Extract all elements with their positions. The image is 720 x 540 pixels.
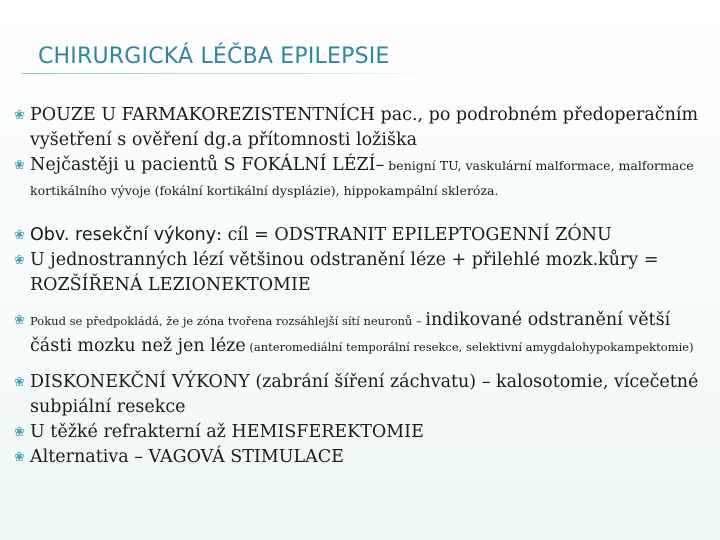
eye-bullet-icon: ❀ xyxy=(14,425,25,440)
bullet-8-text: Alternativa – VAGOVÁ STIMULACE xyxy=(30,447,344,467)
bullet-2-main: Nejčastěji u pacientů S FOKÁLNÍ LÉZÍ– xyxy=(30,155,385,175)
bullet-7 xyxy=(14,420,704,445)
bullet-3-rest: : cíl = ODSTRANIT EPILEPTOGENNÍ ZÓNU xyxy=(216,225,612,245)
eye-bullet-icon: ❀ xyxy=(14,253,25,268)
eye-bullet-icon: ❀ xyxy=(14,108,25,123)
slide-title: CHIRURGICKÁ LÉČBA EPILEPSIE xyxy=(38,44,390,69)
eye-bullet-icon: ❀ xyxy=(14,375,25,390)
title-underline xyxy=(22,73,442,74)
bullet-5-main: indikované odstranění větší části mozku než jen léze xyxy=(30,310,671,356)
bullet-list xyxy=(14,103,704,470)
eye-bullet-icon: ❀ xyxy=(14,313,25,328)
bullet-4-text: U jednostranných lézí většinou odstranění léze + přilehlé mozk.kůry = ROZŠÍŘENÁ LEZIONEKTOMIE xyxy=(30,250,659,295)
bullet-1-text: POUZE U FARMAKOREZISTENTNÍCH pac., po podrobném předoperačním vyšetření s ověření dg.a přítomnosti ložiška xyxy=(30,105,699,150)
bullet-2 xyxy=(14,153,704,203)
bullet-3-prefix: Obv. resekční výkony xyxy=(30,225,217,245)
bullet-8 xyxy=(14,445,704,470)
bullet-3 xyxy=(14,223,704,248)
bullet-5-small: Pokud se předpokládá, že je zóna tvořena rozsáhlejší sítí neuronů – xyxy=(30,314,426,328)
bullet-2-detail: benigní TU, vaskulární malformace, malformace kortikálního vývoje (fokální kortikální dysplázie), hippokampální skleróza. xyxy=(30,158,694,198)
bullet-4 xyxy=(14,248,704,298)
bullet-5-detail: (anteromediální temporální resekce, selektivní amygdalohypokampektomie) xyxy=(245,340,694,354)
bullet-1 xyxy=(14,103,704,153)
bullet-6-text: DISKONEKČNÍ VÝKONY (zabrání šíření záchvatu) – kalosotomie, vícečetné subpiální resekce xyxy=(30,372,699,417)
bullet-6 xyxy=(14,370,704,420)
bullet-5 xyxy=(14,308,704,360)
eye-bullet-icon: ❀ xyxy=(14,158,25,173)
bullet-7-text: U těžké refrakterní až HEMISFEREKTOMIE xyxy=(30,422,424,442)
eye-bullet-icon: ❀ xyxy=(14,450,25,465)
eye-bullet-icon: ❀ xyxy=(14,228,25,243)
